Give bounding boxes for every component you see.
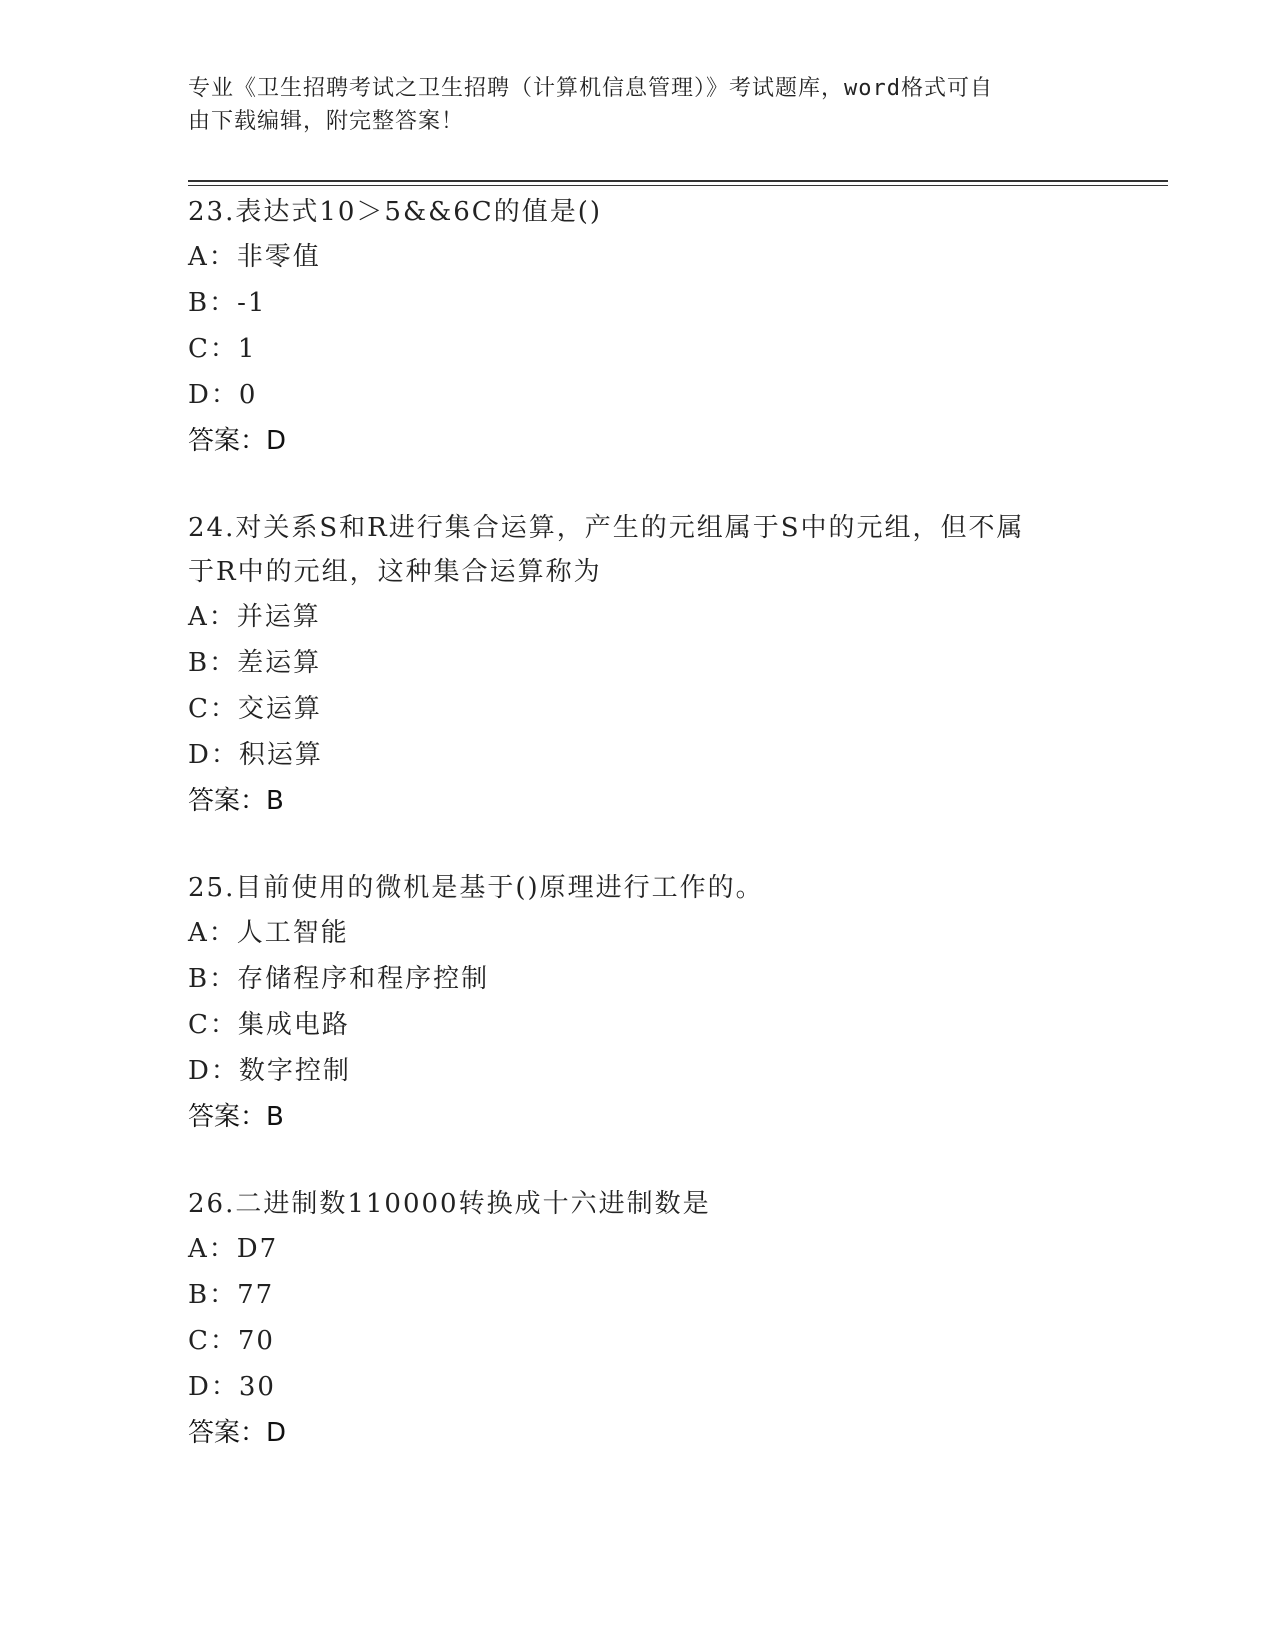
question-text-line-1: 24.对关系S和R进行集合运算，产生的元组属于S中的元组，但不属 [188, 513, 1025, 543]
option-a: A：D7 [188, 1234, 279, 1264]
question-25 [188, 866, 1088, 1140]
option-a: A：并运算 [188, 602, 321, 632]
question-text: 25.目前使用的微机是基于()原理进行工作的。 [188, 873, 764, 903]
document-header [188, 72, 1088, 138]
option-d: D：0 [188, 380, 258, 410]
answer-label: 答案：B [188, 1102, 284, 1132]
option-b: B：-1 [188, 288, 267, 318]
option-c: C：1 [188, 334, 257, 364]
answer-label: 答案：D [188, 426, 287, 456]
option-a: A：非零值 [188, 242, 321, 272]
question-23 [188, 190, 1088, 464]
option-a: A：人工智能 [188, 918, 349, 948]
question-text-line-2: 于R中的元组，这种集合运算称为 [188, 557, 602, 587]
option-d: D：数字控制 [188, 1056, 351, 1086]
option-c: C：集成电路 [188, 1010, 350, 1040]
question-24 [188, 506, 1088, 824]
header-divider [188, 180, 1168, 186]
option-d: D：积运算 [188, 740, 323, 770]
header-intro-line-2: 由下载编辑，附完整答案！ [188, 109, 465, 134]
option-b: B：差运算 [188, 648, 322, 678]
option-b: B：存储程序和程序控制 [188, 964, 490, 994]
option-c: C：交运算 [188, 694, 322, 724]
answer-label: 答案：D [188, 1418, 287, 1448]
option-d: D：30 [188, 1372, 276, 1402]
option-b: B：77 [188, 1280, 275, 1310]
header-intro-line-1: 专业《卫生招聘考试之卫生招聘（计算机信息管理）》考试题库，word格式可自 [188, 76, 993, 101]
answer-label: 答案：B [188, 786, 284, 816]
question-text: 23.表达式10＞5&&6C的值是() [188, 197, 602, 227]
question-text: 26.二进制数110000转换成十六进制数是 [188, 1189, 711, 1219]
question-26 [188, 1182, 1088, 1456]
question-list [188, 190, 1088, 1498]
option-c: C：70 [188, 1326, 275, 1356]
